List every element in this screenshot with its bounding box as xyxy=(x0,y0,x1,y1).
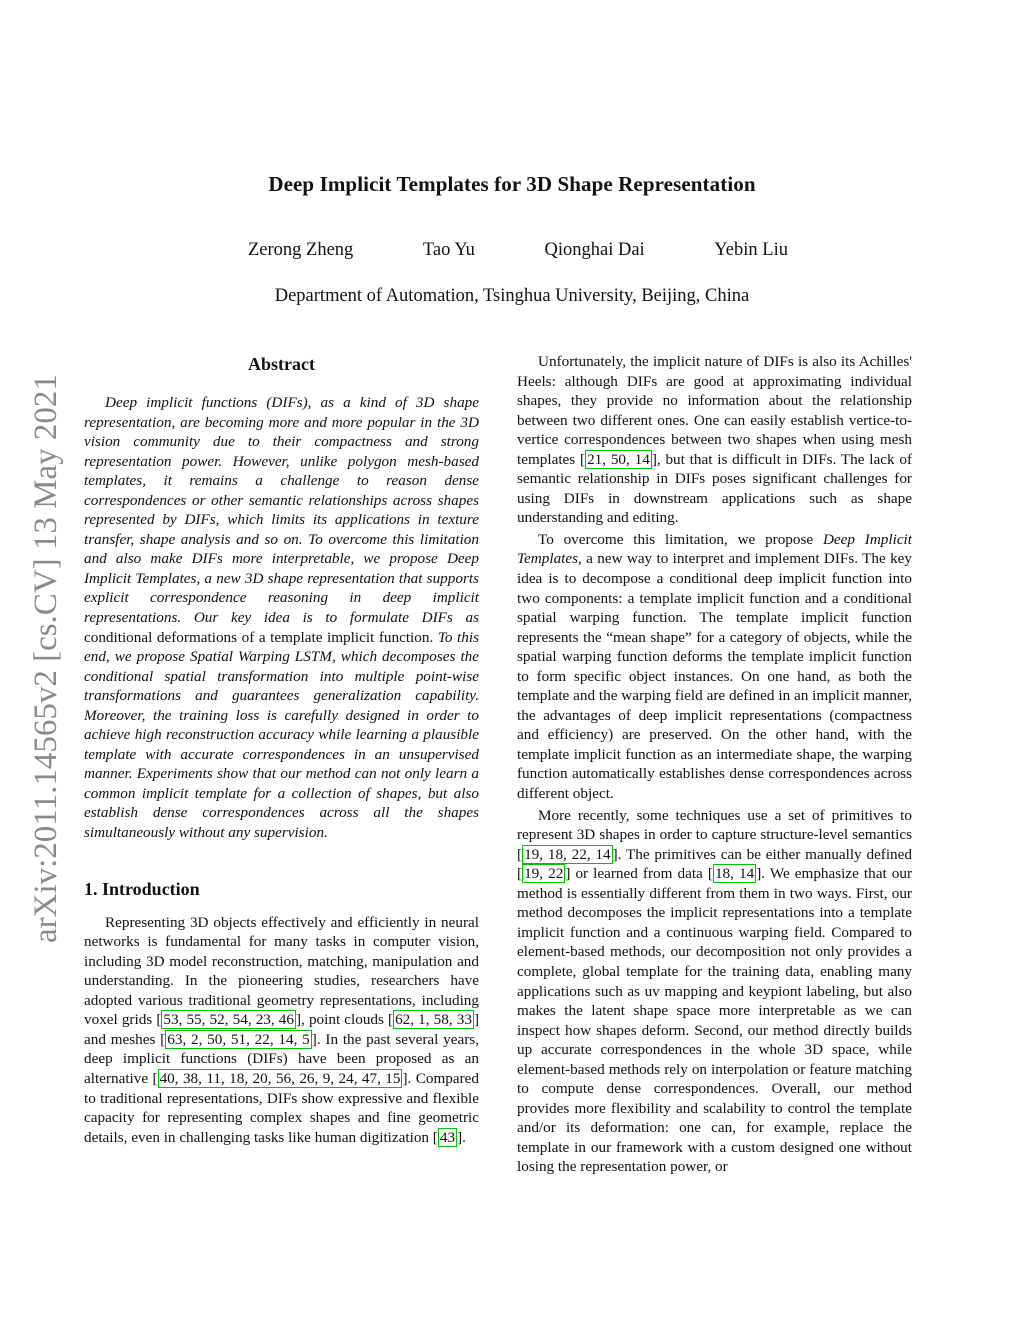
paper-title: Deep Implicit Templates for 3D Shape Representation xyxy=(268,172,756,196)
citation-link[interactable]: 19, 22 xyxy=(524,865,564,883)
citation-link[interactable]: 18, 14 xyxy=(714,865,755,883)
citation-link[interactable]: 62, 1, 58, 33 xyxy=(395,1011,472,1029)
author-list xyxy=(248,240,788,261)
affiliation: Department of Automation, Tsinghua University, Beijing, China xyxy=(274,286,750,306)
abstract-body: Deep implicit functions (DIFs), as a kind of 3D shape representation, are becoming more and more popular in the 3D vision community due to their compactness and strong representation power. However, unlike polygon mesh-based templates, it remains a challenge to reason dense correspondences or other semantic relationships across shapes represented by DIFs, which limits its applications in texture transfer, shape analysis and so on. To overcome this limitation and also make DIFs more interpretable, we propose Deep Implicit Templates, a new 3D shape representation that supports explicit correspondence reasoning in deep implicit representations. Our key idea is to formulate DIFs as conditional deformations of a template implicit function. To this end, we propose Spatial Warping LSTM, which decomposes the conditional spatial transformation into multiple point-wise transformations and guarantees generalization capability. Moreover, the training loss is carefully designed in order to achieve high reconstruction accuracy while learning a plausible template with accurate correspondences in an unsupervised manner. Experiments show that our method can not only learn a common implicit template for a collection of shapes, but also establish dense correspondences across all the shapes simultaneously without any supervision. xyxy=(84,394,479,842)
author-name: Yebin Liu xyxy=(714,240,788,260)
author-name: Qionghai Dai xyxy=(544,240,645,260)
citation-link[interactable]: 19, 18, 22, 14 xyxy=(524,845,611,863)
citation-link[interactable]: 40, 38, 11, 18, 20, 56, 26, 9, 24, 47, 15 xyxy=(159,1069,401,1087)
citation-link[interactable]: 53, 55, 52, 54, 23, 46 xyxy=(163,1011,294,1029)
citation-link[interactable]: 21, 50, 14 xyxy=(587,450,650,468)
citation-link[interactable]: 43 xyxy=(439,1128,456,1146)
left-column xyxy=(84,352,479,1147)
body-paragraph: Unfortunately, the implicit nature of DIFs is also its Achilles' Heels: although DIFs are good at approximating individual shapes, they provide no information about the relationship between two different ones. One can easily establish vertice-to-vertice correspondences between two shapes when using mesh templates [ 21, 50, 14 ], but that is difficult in DIFs. The lack of semantic relationship in DIFs poses significant challenges for using DIFs in downstream applications such as shape understanding and editing. xyxy=(517,353,913,527)
author-name: Zerong Zheng xyxy=(248,240,354,260)
body-paragraph: To overcome this limitation, we propose Deep Implicit Templates, a new way to interpret and implement DIFs. The key idea is to decompose a conditional deep implicit function into two components: a template implicit function and a conditional spatial warping function. The template implicit function represents the “mean shape” for a category of objects, while the spatial warping function deforms the template implicit function to form specific object instances. On one hand, as both the template and the warping field are defined in an implicit manner, the advantages of deep implicit representations (compactness and efficiency) are preserved. On the other hand, with the template implicit function as an intermediate shape, the warping function automatically establishes dense correspondences across different object. xyxy=(517,530,912,803)
abstract-heading: Abstract xyxy=(248,354,315,374)
intro-paragraph: Representing 3D objects effectively and efficiently in neural networks is fundamental for many tasks in computer vision, including 3D model reconstruction, matching, manipulation and understanding. In the pioneering studies, researchers have adopted various traditional geometry representations, including voxel grids [ 53, 55, 52, 54, 23, 46 ], point clouds [ 62, 1, 58, 33 ] and meshes [ 63, 2, 50, 51, 22, 14, 5 ]. In the past several years, deep implicit functions (DIFs) have been proposed as an alternative [ 40, 38, 11, 18, 20, 56, 26, 9, 24, 47, 15 ]. Compared to traditional representations, DIFs show expressive and flexible capacity for representing complex shapes and fine geometric details, even in challenging tasks like human digitization [ 43 ]. xyxy=(84,913,480,1146)
citation-link[interactable]: 63, 2, 50, 51, 22, 14, 5 xyxy=(167,1030,310,1048)
author-name: Tao Yu xyxy=(422,240,475,260)
arxiv-sidebar-id: arXiv:2011.14565v2 [cs.CV] 13 May 2021 xyxy=(28,374,64,943)
body-paragraph: More recently, some techniques use a set of primitives to represent 3D shapes in order to capture structure-level semantics [ 19, 18, 22, 14 ]. The primitives can be either manually defined [ 19, 22 ] or learned from data [ 18, 14 ]. We emphasize that our method is essentially different from them in two ways. First, our method decomposes the implicit representations into a template implicit function and a continuous warping field. Compared to element-based methods, our decomposition not only provides a complete, global template for the training data, enabling many applications such as uv mapping and keypiont labeling, but also makes the latent shape space more interpretable as we can inspect how shapes deform. Second, our method directly builds up accurate correspondences in the whole 3D space, while element-based methods rely on interpolation or feature matching to compute dense correspondences. Overall, our method provides more flexibility and scalability to control the template and/or its deformation: one can, for example, replace the template in our framework with a custom designed one without losing the representation power, or xyxy=(517,806,913,1176)
section-heading-introduction: 1. Introduction xyxy=(84,878,200,899)
right-column xyxy=(517,352,912,1177)
